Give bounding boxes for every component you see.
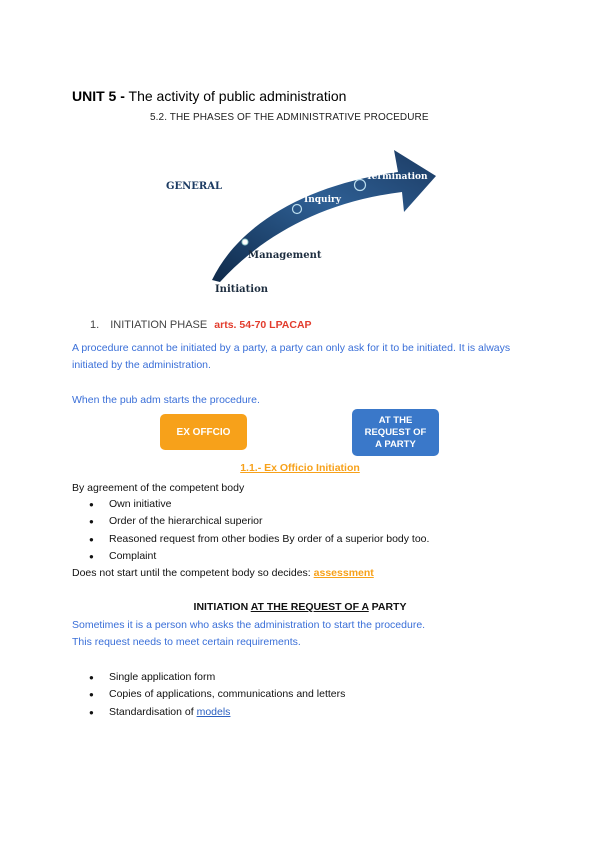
- arrow-shape: [212, 150, 436, 282]
- phases-arrow-svg: [160, 142, 440, 294]
- request-line-1: Sometimes it is a person who asks the administration to start the procedure.: [72, 619, 426, 631]
- list-item: ● Single application form: [72, 669, 345, 686]
- page-title: [72, 88, 346, 104]
- closing-text: Does not start until the competent body so decides:: [72, 567, 311, 579]
- list-item: [72, 704, 345, 721]
- assessment-link[interactable]: assessment: [313, 567, 374, 579]
- intro-paragraph: A procedure cannot be initiated by a party, a party can only ask for it to be initiated. It is always initiated by the administration.: [72, 342, 511, 371]
- request-list: [72, 669, 345, 721]
- ex-officio-lead: By agreement of the competent body: [72, 482, 245, 494]
- request-heading-b: AT THE REQUEST OF A: [250, 601, 369, 613]
- request-line-2: This request needs to meet certain requirements.: [72, 636, 301, 648]
- last-item-text: Standardisation of: [109, 705, 194, 718]
- initiation-label: Initiation: [215, 284, 269, 294]
- request-heading: [0, 601, 600, 613]
- list-item: ● Complaint: [72, 548, 429, 565]
- request-paragraph: [72, 617, 542, 651]
- phase-name: INITIATION PHASE: [110, 319, 208, 331]
- request-heading-a: INITIATION: [193, 601, 249, 613]
- request-of-party-label: AT THE REQUEST OF A PARTY: [364, 414, 427, 450]
- ex-officio-closing: [72, 565, 374, 582]
- list-item: ● Reasoned request from other bodies By order of a superior body too.: [72, 531, 429, 548]
- ex-officio-heading: 1.1.- Ex Officio Initiation: [240, 462, 360, 474]
- phases-diagram: [160, 142, 440, 294]
- general-label: GENERAL: [166, 181, 223, 192]
- unit-label: UNIT 5 -: [72, 88, 125, 104]
- ex-officio-button[interactable]: EX OFFCIO: [160, 414, 247, 450]
- list-item: ● Copies of applications, communications and letters: [72, 686, 345, 703]
- models-link[interactable]: models: [196, 705, 231, 718]
- management-label: Management: [248, 250, 322, 261]
- when-paragraph: When the pub adm starts the procedure.: [72, 394, 260, 406]
- inquiry-label: Inquiry: [304, 195, 341, 205]
- management-dot: [242, 239, 248, 245]
- termination-label: Termination: [366, 172, 428, 182]
- section-subtitle: 5.2. THE PHASES OF THE ADMINISTRATIVE PROCEDURE: [150, 112, 429, 123]
- phase-number: 1.: [90, 319, 100, 331]
- ex-officio-list: [72, 496, 429, 566]
- phase-heading: [90, 319, 312, 331]
- list-item: ● Own initiative: [72, 496, 429, 513]
- phase-reference: arts. 54-70 LPACAP: [214, 319, 312, 331]
- unit-title: The activity of public administration: [128, 88, 347, 104]
- request-of-party-button[interactable]: [352, 409, 439, 456]
- request-heading-c: PARTY: [371, 601, 407, 613]
- list-item: ● Order of the hierarchical superior: [72, 513, 429, 530]
